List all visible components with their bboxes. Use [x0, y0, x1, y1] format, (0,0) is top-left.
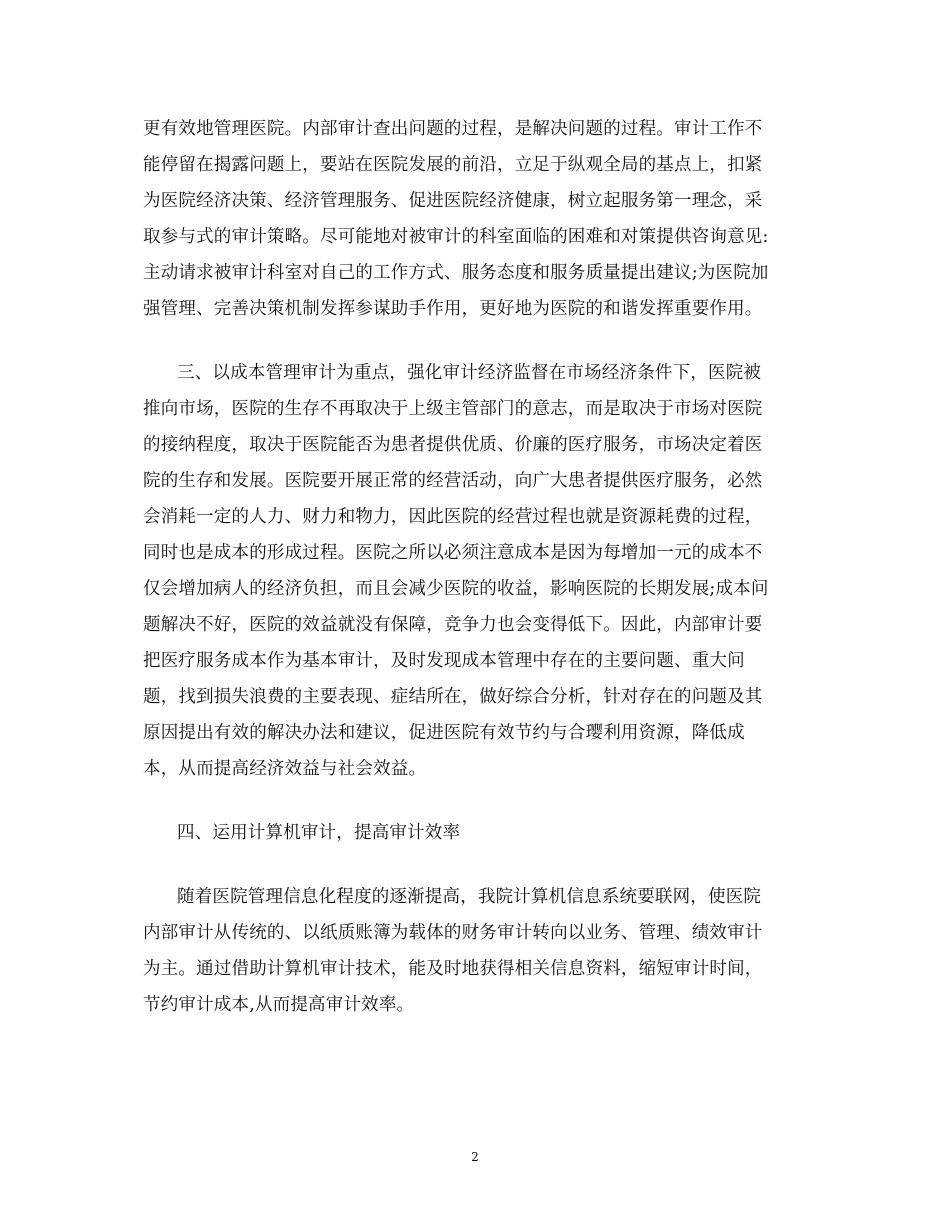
paragraph-line: 节约审计成本,从而提高审计效率。 — [143, 995, 415, 1015]
paragraph-line: 把医疗服务成本作为基本审计，及时发现成本管理中存在的主要问题、重大问 — [143, 651, 745, 671]
paragraph-line: 的接纳程度，取决于医院能否为患者提供优质、价廉的医疗服务，市场决定着医 — [143, 435, 763, 455]
paragraph-line: 内部审计从传统的、以纸质账簿为载体的财务审计转向以业务、管理、绩效审计 — [143, 923, 763, 943]
paragraph-line: 题，找到损失浪费的主要表现、症结所在，做好综合分析，针对存在的问题及其 — [143, 687, 763, 707]
paragraph-line: 题解决不好，医院的效益就没有保障，竞争力也会变得低下。因此，内部审计要 — [143, 615, 763, 635]
paragraph-line: 仅会增加病人的经济负担，而且会减少医院的收益，影响医院的长期发展;成本问 — [143, 579, 769, 599]
paragraph-line: 主动请求被审计科室对自己的工作方式、服务态度和服务质量提出建议;为医院加 — [143, 263, 769, 283]
paragraph-line: 取参与式的审计策略。尽可能地对被审计的科室面临的困难和对策提供咨询意见: — [143, 227, 769, 247]
paragraph-line: 为医院经济决策、经济管理服务、促进医院经济健康，树立起服务第一理念，采 — [143, 191, 763, 211]
paragraph-line: 推向市场，医院的生存不再取决于上级主管部门的意志，而是取决于市场对医院 — [143, 399, 763, 419]
paragraph-line: 原因提出有效的解决办法和建议，促进医院有效节约与合璎利用资源，降低成 — [143, 723, 745, 743]
paragraph-line: 会消耗一定的人力、财力和物力，因此医院的经营过程也就是资源耗费的过程， — [143, 507, 763, 527]
paragraph-line: 为主。通过借助计算机审计技术，能及时地获得相关信息资料，缩短审计时间， — [143, 959, 763, 979]
paragraph-line: 随着医院管理信息化程度的逐渐提高，我院计算机信息系统要联网，使医院 — [177, 887, 762, 907]
section-four-heading: 四、运用计算机审计，提高审计效率 — [177, 823, 461, 843]
page-number: 2 — [471, 1150, 479, 1164]
paragraph-line: 能停留在揭露问题上，要站在医院发展的前沿，立足于纵观全局的基点上，扣紧 — [143, 155, 763, 175]
paragraph-line: 强管理、完善决策机制发挥参谋助手作用，更好地为医院的和谐发挥重要作用。 — [143, 299, 763, 319]
paragraph-line: 院的生存和发展。医院要开展正常的经营活动，向广大患者提供医疗服务，必然 — [143, 471, 763, 491]
section-three-first-line: 三、以成本管理审计为重点，强化审计经济监督在市场经济条件下，医院被 — [177, 363, 762, 383]
paragraph-line: 更有效地管理医院。内部审计查出问题的过程，是解决问题的过程。审计工作不 — [143, 119, 763, 139]
paragraph-line: 同时也是成本的形成过程。医院之所以必须注意成本是因为每增加一元的成本不 — [143, 543, 763, 563]
paragraph-line: 本，从而提高经济效益与社会效益。 — [143, 759, 427, 779]
